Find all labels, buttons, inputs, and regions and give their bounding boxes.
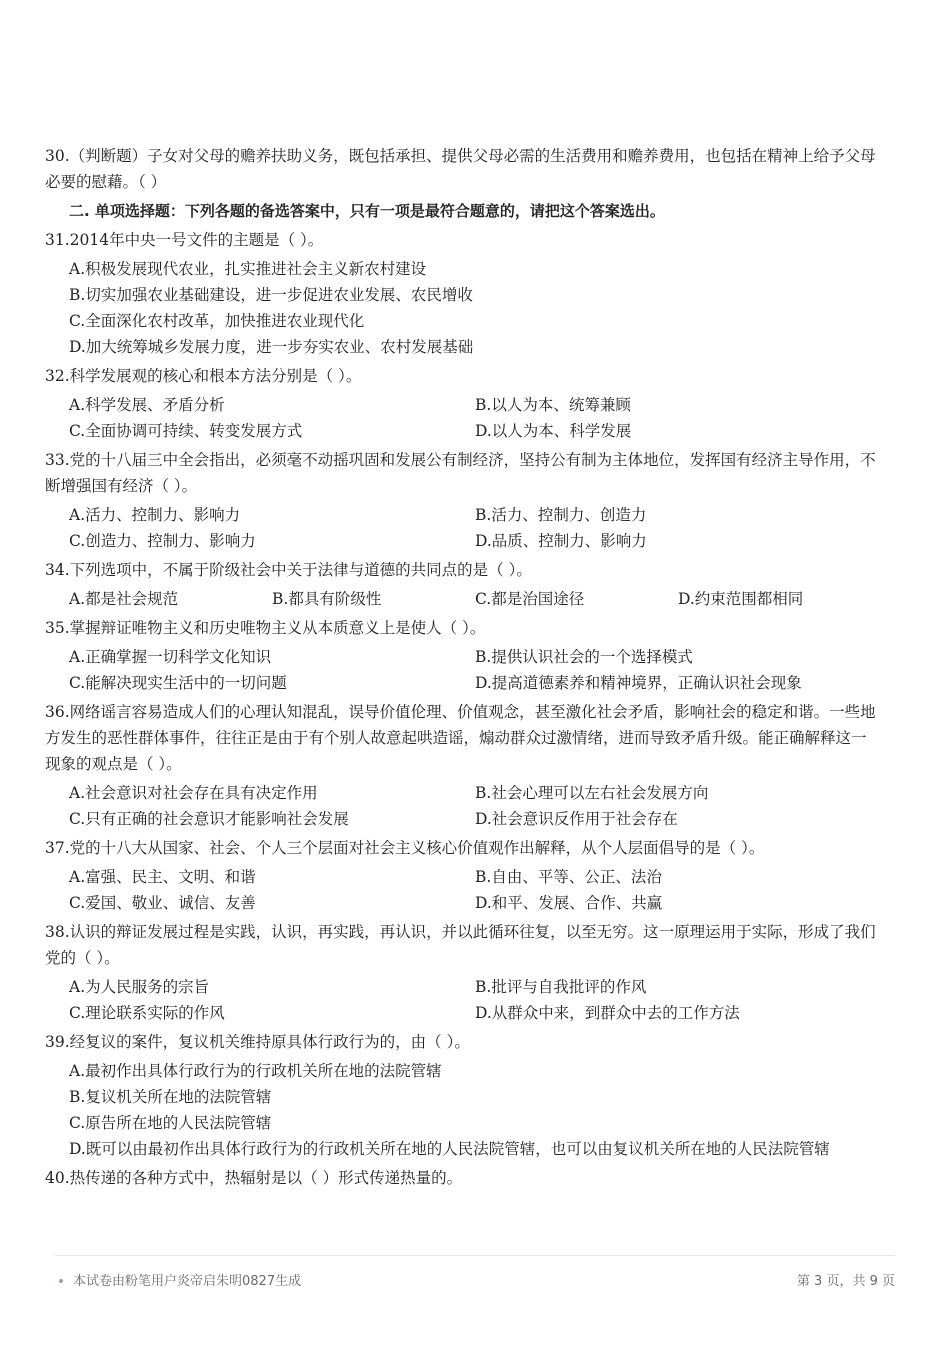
option-c[interactable]: C.全面协调可持续、转变发展方式 xyxy=(69,422,303,440)
option-a[interactable]: A.最初作出具体行政行为的行政机关所在地的法院管辖 xyxy=(69,1062,442,1080)
bullet-icon xyxy=(59,1279,63,1283)
question-text: 33.党的十八届三中全会指出，必须毫不动摇巩固和发展公有制经济，坚持公有制为主体地位，发挥国有经济主导作用，不断增强国有经济（ ）。 xyxy=(45,451,876,495)
option-b[interactable]: B.社会心理可以左右社会发展方向 xyxy=(475,784,709,802)
option-d[interactable]: D.品质、控制力、影响力 xyxy=(475,532,647,550)
option-d[interactable]: D.约束范围都相同 xyxy=(678,590,804,608)
question-text: 40.热传递的各种方式中，热辐射是以（ ）形式传递热量的。 xyxy=(45,1169,463,1187)
option-c[interactable]: C.创造力、控制力、影响力 xyxy=(69,532,256,550)
option-d[interactable]: D.加大统筹城乡发展力度，进一步夯实农业、农村发展基础 xyxy=(69,338,474,356)
option-c[interactable]: C.原告所在地的人民法院管辖 xyxy=(69,1114,272,1132)
option-d[interactable]: D.以人为本、科学发展 xyxy=(475,422,632,440)
option-b[interactable]: B.都具有阶级性 xyxy=(272,590,382,608)
option-b[interactable]: B.提供认识社会的一个选择模式 xyxy=(475,648,693,666)
option-a[interactable]: A.正确掌握一切科学文化知识 xyxy=(69,648,272,666)
question-40 xyxy=(45,1165,877,1191)
question-38 xyxy=(45,919,877,1026)
footer-divider xyxy=(55,1255,895,1256)
question-text: 32.科学发展观的核心和根本方法分别是（ ）。 xyxy=(45,367,362,385)
option-c[interactable]: C.只有正确的社会意识才能影响社会发展 xyxy=(69,810,349,828)
page-number: 第 3 页，共 9 页 xyxy=(796,1274,895,1289)
option-d[interactable]: D.提高道德素养和精神境界，正确认识社会现象 xyxy=(475,674,802,692)
option-a[interactable]: A.社会意识对社会存在具有决定作用 xyxy=(69,784,318,802)
option-b[interactable]: B.自由、平等、公正、法治 xyxy=(475,868,662,886)
question-33 xyxy=(45,447,877,554)
option-b[interactable]: B.批评与自我批评的作风 xyxy=(475,978,647,996)
option-a[interactable]: A.都是社会规范 xyxy=(69,590,179,608)
option-a[interactable]: A.为人民服务的宗旨 xyxy=(69,978,210,996)
question-30 xyxy=(45,143,877,195)
question-text: 35.掌握辩证唯物主义和历史唯物主义从本质意义上是使人（ ）。 xyxy=(45,619,486,637)
option-d[interactable]: D.从群众中来，到群众中去的工作方法 xyxy=(475,1004,740,1022)
option-c[interactable]: C.理论联系实际的作风 xyxy=(69,1004,225,1022)
question-37 xyxy=(45,835,877,916)
question-text: 36.网络谣言容易造成人们的心理认知混乱，误导价值伦理、价值观念，甚至激化社会矛盾，影响社会的稳定和谐。一些地方发生的恶性群体事件，往往正是由于有个别人故意起哄造谣，煽动群众过激情绪，进而导致矛盾升级。能正确解释这一现象的观点是（ ）。 xyxy=(45,703,876,773)
option-b[interactable]: B.切实加强农业基础建设，进一步促进农业发展、农民增收 xyxy=(69,286,473,304)
option-a[interactable]: A.积极发展现代农业，扎实推进社会主义新农村建设 xyxy=(69,260,427,278)
question-text: 34.下列选项中，不属于阶级社会中关于法律与道德的共同点的是（ ）。 xyxy=(45,561,532,579)
option-b[interactable]: B.以人为本、统筹兼顾 xyxy=(475,396,631,414)
question-36 xyxy=(45,699,877,832)
option-c[interactable]: C.全面深化农村改革，加快推进农业现代化 xyxy=(69,312,365,330)
question-text: 31.2014年中央一号文件的主题是（ ）。 xyxy=(45,231,324,249)
option-b[interactable]: B.复议机关所在地的法院管辖 xyxy=(69,1088,272,1106)
question-39 xyxy=(45,1029,877,1162)
question-34 xyxy=(45,557,877,612)
option-c[interactable]: C.爱国、敬业、诚信、友善 xyxy=(69,894,256,912)
option-d[interactable]: D.和平、发展、合作、共赢 xyxy=(475,894,663,912)
question-32 xyxy=(45,363,877,444)
option-d[interactable]: D.既可以由最初作出具体行政行为的行政机关所在地的人民法院管辖，也可以由复议机关所在地的人民法院管辖 xyxy=(69,1140,830,1158)
option-a[interactable]: A.活力、控制力、影响力 xyxy=(69,506,241,524)
question-31 xyxy=(45,227,877,360)
option-b[interactable]: B.活力、控制力、创造力 xyxy=(475,506,647,524)
question-text: 30.（判断题）子女对父母的赡养扶助义务，既包括承担、提供父母必需的生活费用和赡养费用，也包括在精神上给予父母必要的慰藉。（ ） xyxy=(45,147,876,191)
section-heading: 二. 单项选择题：下列各题的备选答案中，只有一项是最符合题意的，请把这个答案选出。 xyxy=(69,202,665,220)
option-d[interactable]: D.社会意识反作用于社会存在 xyxy=(475,810,678,828)
option-c[interactable]: C.能解决现实生活中的一切问题 xyxy=(69,674,287,692)
option-a[interactable]: A.富强、民主、文明、和谐 xyxy=(69,868,256,886)
page-footer xyxy=(55,1270,895,1292)
question-list xyxy=(45,143,877,1191)
question-35 xyxy=(45,615,877,696)
question-text: 39.经复议的案件，复议机关维持原具体行政行为的，由（ ）。 xyxy=(45,1033,470,1051)
question-text: 38.认识的辩证发展过程是实践，认识，再实践，再认识，并以此循环往复，以至无穷。这一原理运用于实际，形成了我们党的（ ）。 xyxy=(45,923,876,967)
option-a[interactable]: A.科学发展、矛盾分析 xyxy=(69,396,225,414)
footer-left-text: 本试卷由粉笔用户炎帝启朱明0827生成 xyxy=(73,1274,302,1289)
footer-generated-note xyxy=(55,1270,301,1289)
option-c[interactable]: C.都是治国途径 xyxy=(475,590,585,608)
question-text: 37.党的十八大从国家、社会、个人三个层面对社会主义核心价值观作出解释，从个人层面倡导的是（ ）。 xyxy=(45,839,765,857)
